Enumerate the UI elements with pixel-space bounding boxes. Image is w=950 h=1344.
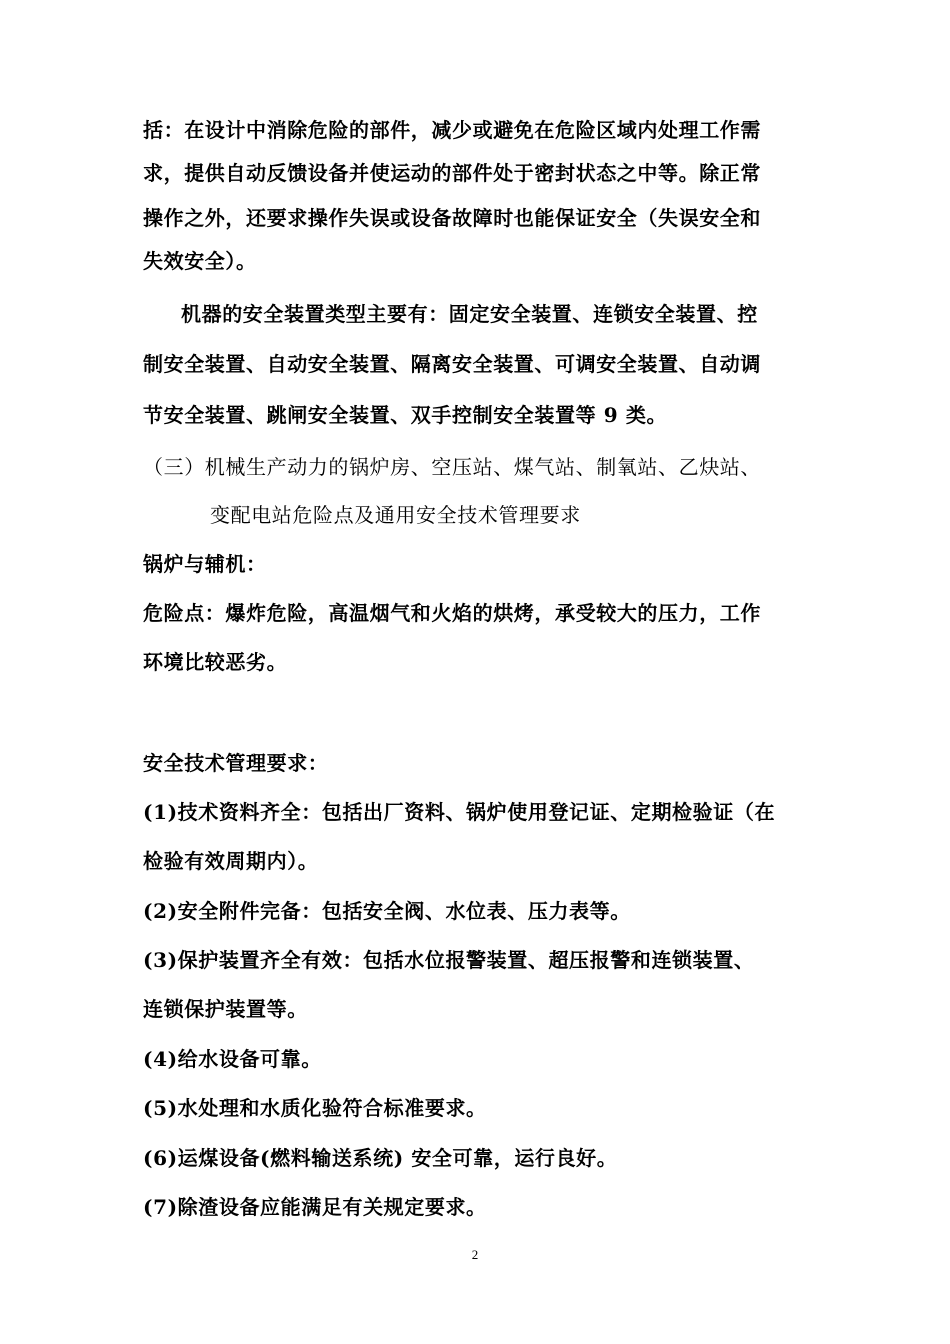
list-item: (5)水处理和水质化验符合标准要求。 [143,1096,487,1120]
text-line: 危险点：爆炸危险，高温烟气和火焰的烘烤，承受较大的压力，工作 [143,601,761,625]
list-item: (4)给水设备可靠。 [143,1047,322,1071]
text-line: 操作之外，还要求操作失误或设备故障时也能保证安全（失误安全和 [143,206,761,230]
text-line: 求，提供自动反馈设备并使运动的部件处于密封状态之中等。除正常 [143,161,761,185]
text-line: 环境比较恶劣。 [143,650,288,674]
list-item: (6)运煤设备(燃料输送系统) 安全可靠，运行良好。 [143,1146,618,1170]
list-item-continuation: 检验有效周期内）。 [143,849,319,873]
section-heading-continuation: 变配电站危险点及通用安全技术管理要求 [210,503,581,527]
text-line: 括：在设计中消除危险的部件，减少或避免在危险区域内处理工作需 [143,118,761,142]
list-item: (7)除渣设备应能满足有关规定要求。 [143,1195,487,1219]
text-line: 机器的安全装置类型主要有：固定安全装置、连锁安全装置、控 [181,302,758,326]
page-number: 2 [471,1247,479,1262]
list-item: (2)安全附件完备：包括安全阀、水位表、压力表等。 [143,899,631,923]
list-item-continuation: 连锁保护装置等。 [143,997,308,1021]
section-heading: （三）机械生产动力的锅炉房、空压站、煤气站、制氧站、乙炔站、 [143,455,761,479]
text-line: 节安全装置、跳闸安全装置、双手控制安全装置等 9 类。 [143,403,668,427]
text-line: 制安全装置、自动安全装置、隔离安全装置、可调安全装置、自动调 [143,352,761,376]
subheading: 锅炉与辅机： [143,552,267,576]
list-item: (3)保护装置齐全有效：包括水位报警装置、超压报警和连锁装置、 [143,948,755,972]
subheading: 安全技术管理要求： [143,751,329,775]
text-line: 失效安全）。 [143,249,257,273]
list-item: (1)技术资料齐全：包括出厂资料、锅炉使用登记证、定期检验证（在 [143,800,776,824]
